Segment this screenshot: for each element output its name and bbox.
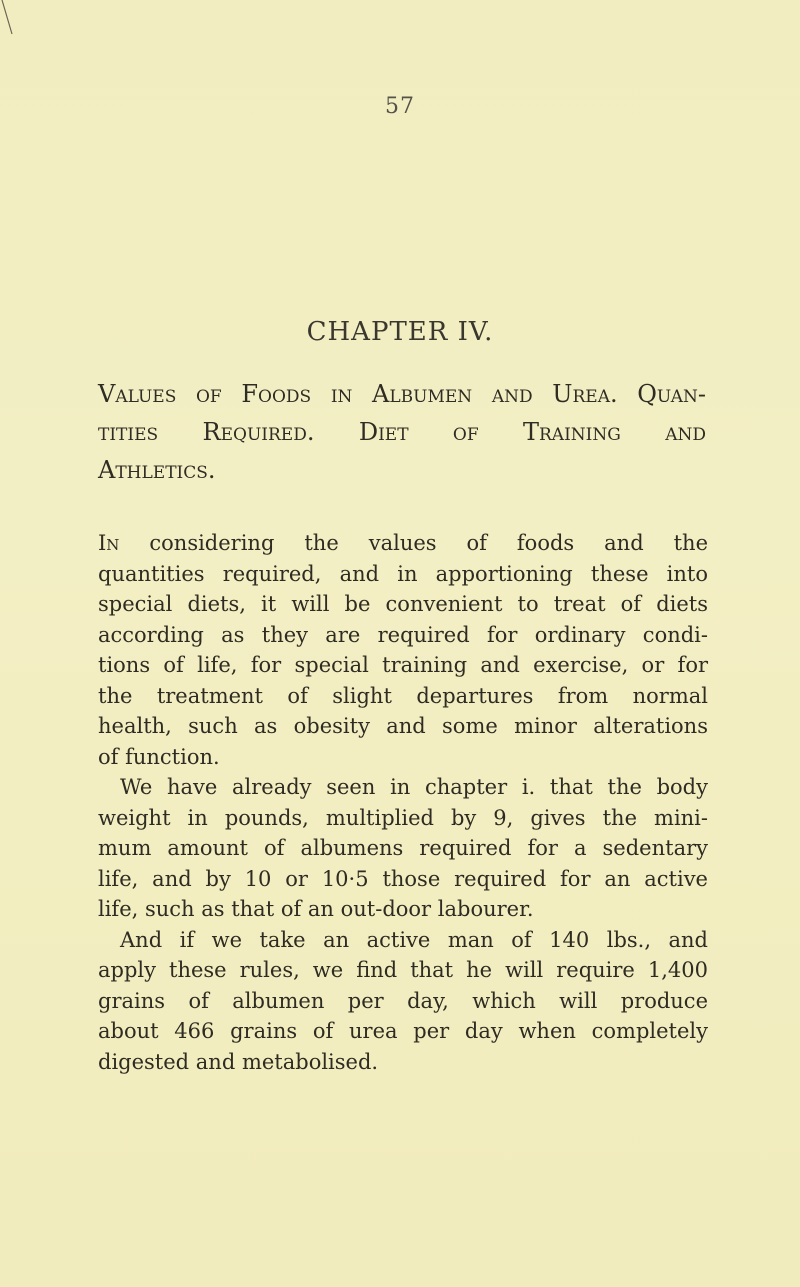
paragraph-line: We have already seen in chapter i. that the body (120, 775, 708, 799)
paragraph-line: special diets, it will be convenient to treat of diets (98, 592, 708, 616)
paragraph-line: apply these rules, we find that he will require 1,400 (98, 958, 708, 982)
paragraph-line: mum amount of albumens required for a sedentary (98, 836, 708, 860)
chapter-body (98, 528, 708, 1077)
paragraph-line: weight in pounds, multiplied by 9, gives the mini- (98, 805, 708, 830)
paragraph-line: digested and metabolised. (98, 1049, 379, 1074)
paragraph-line: life, and by 10 or 10·5 those required for an active (98, 866, 708, 891)
paragraph-line: of function. (98, 744, 220, 769)
paragraph-line: tions of life, for special training and exercise, or for (98, 653, 708, 677)
paragraph-line: about 466 grains of urea per day when completely (98, 1019, 708, 1043)
first-line-text: considering the values of foods and the (119, 531, 708, 555)
chapter-summary (98, 375, 706, 489)
page-number: 57 (385, 94, 415, 119)
paragraph-line (98, 528, 708, 559)
summary-line: Athletics. (98, 456, 216, 484)
summary-line: tities Required. Diet of Training and (98, 418, 706, 446)
paragraph-line: And if we take an active man of 140 lbs., and (120, 927, 708, 952)
paragraph-line: quantities required, and in apportioning these into (98, 561, 708, 586)
initial-word: In (98, 531, 120, 555)
summary-line: Values of Foods in Albumen and Urea. Quan- (98, 380, 706, 408)
paragraph-line: life, such as that of an out-door labourer. (98, 897, 534, 921)
paragraph-line: according as they are required for ordinary condi- (98, 622, 708, 647)
paragraph-line: the treatment of slight departures from normal (98, 683, 708, 708)
page-edge-line (0, 0, 30, 40)
paragraph-line: health, such as obesity and some minor alterations (98, 714, 708, 738)
chapter-title: CHAPTER IV. (306, 317, 494, 347)
paragraph-line: grains of albumen per day, which will produce (98, 988, 708, 1013)
